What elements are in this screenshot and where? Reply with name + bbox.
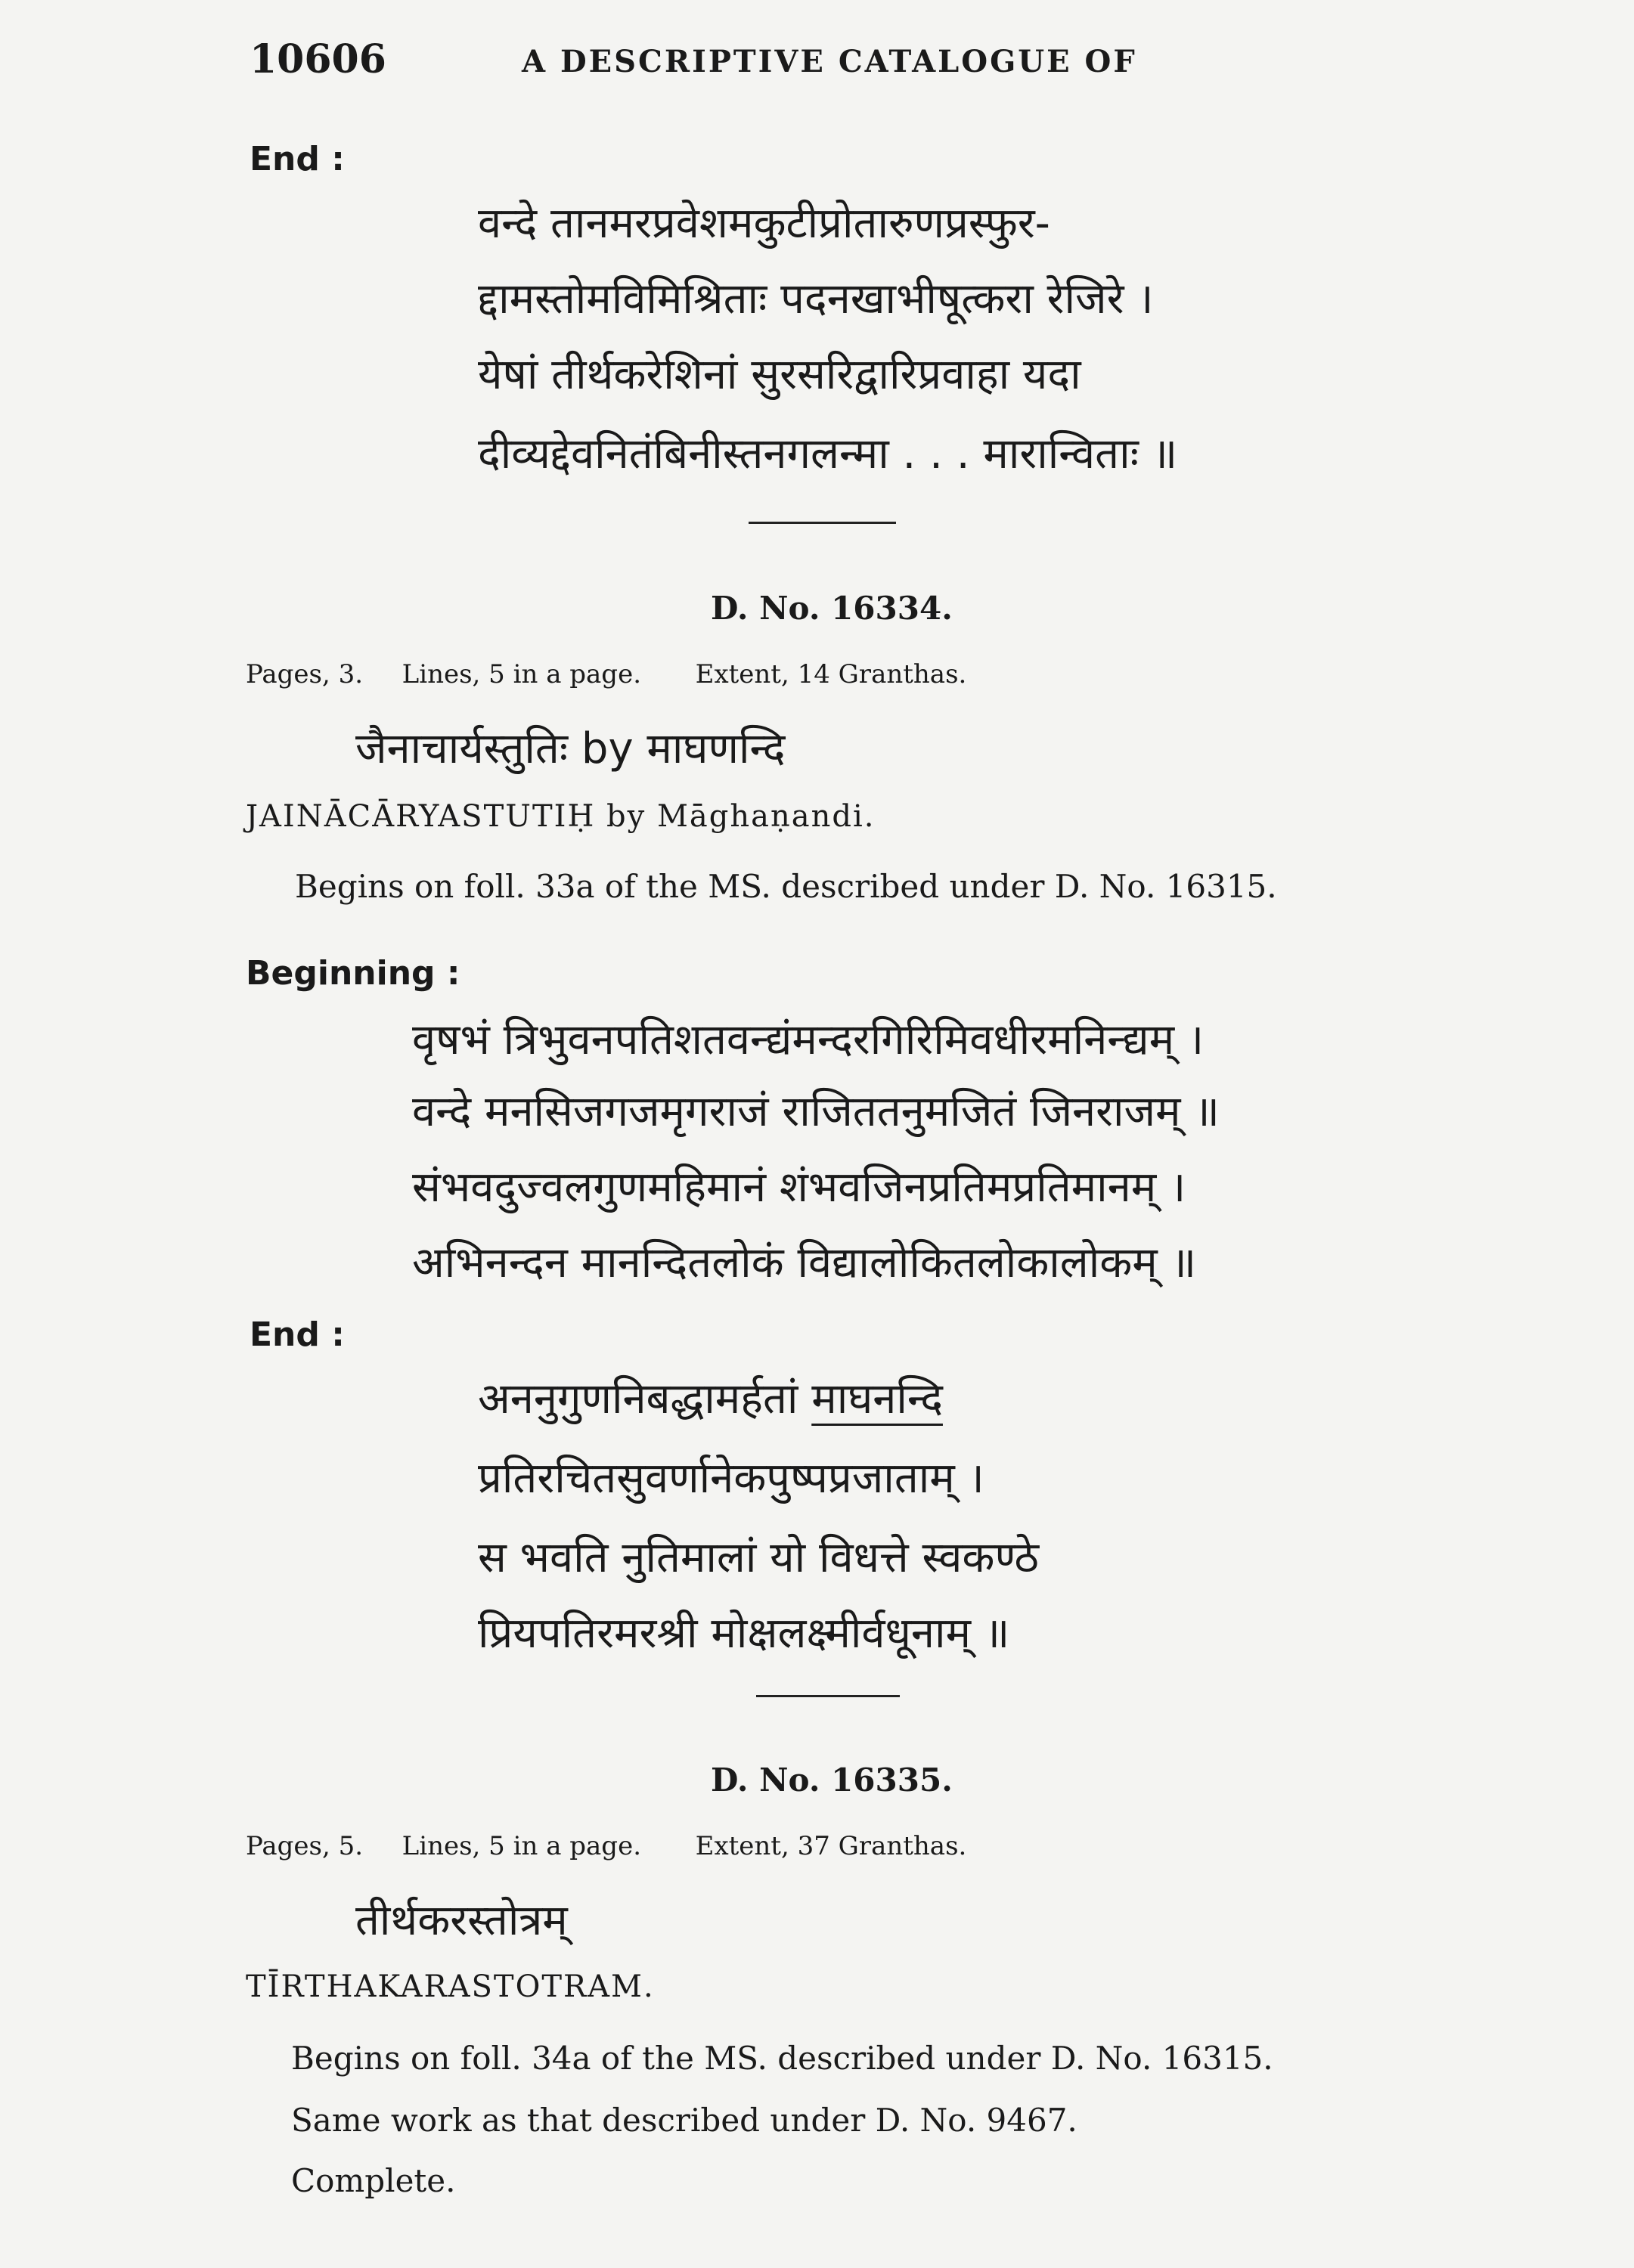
verse-line: स भवति नुतिमालां यो विधत्ते स्वकण्ठे (478, 1533, 1039, 1582)
end-label: End : (250, 1315, 345, 1354)
verse-line (478, 1368, 943, 1426)
page-number: 10606 (250, 36, 386, 82)
author-name-underlined: माघनन्दि (811, 1374, 943, 1424)
extent: Extent, 14 Granthas. (695, 659, 967, 689)
verse-line: द्दामस्तोमविमिश्रिताः पदनखाभीषूत्करा रेजिरे । (478, 274, 1154, 324)
title-romanized: TĪRTHAKARASTOTRAM. (246, 1969, 655, 2004)
entry-meta (246, 1831, 966, 1861)
begins-note: Begins on foll. 33a of the MS. described under D. No. 16315. (295, 868, 1277, 905)
verse-line: वृषभं त्रिभुवनपतिशतवन्द्यंमन्दरगिरिमिवधीरमनिन्द्यम् । (412, 1015, 1205, 1064)
verse-line: अभिनन्दन मानन्दितलोकं विद्यालोकितलोकालोकम् ॥ (412, 1238, 1197, 1287)
verse-text: अननुगुणनिबद्धामर्हतां (478, 1374, 812, 1424)
entry-number: D. No. 16334. (711, 590, 953, 627)
title-devanagari: तीर्थकरस्तोत्रम् (355, 1896, 568, 1945)
pages-count: Pages, 3. (246, 659, 364, 689)
verse-line: वन्दे मनसिजगजमृगराजं राजिततनुमजितं जिनराजम् ॥ (412, 1087, 1220, 1136)
verse-line: संभवदुज्वलगुणमहिमानं शंभवजिनप्रतिमप्रतिमानम् । (412, 1163, 1186, 1212)
begins-note: Begins on foll. 34a of the MS. described under D. No. 16315. (291, 2040, 1273, 2077)
verse-line: प्रियपतिरमरश्री मोक्षलक्ष्मीर्वधूनाम् ॥ (478, 1609, 1010, 1658)
section-divider (756, 1695, 900, 1697)
verse-line: येषां तीर्थकरेशिनां सुरसरिद्वारिप्रवाहा यदा (478, 350, 1081, 399)
verse-line: वन्दे तानमरप्रवेशमकुटीप्रोतारुणप्रस्फुर- (478, 199, 1050, 248)
complete-note: Complete. (291, 2162, 456, 2199)
lines-count: Lines, 5 in a page. (402, 659, 641, 689)
title-romanized: JAINĀCĀRYASTUTIḤ by Māghaṇandi. (246, 799, 876, 834)
lines-count: Lines, 5 in a page. (402, 1831, 641, 1861)
running-title: A DESCRIPTIVE CATALOGUE OF (522, 44, 1137, 79)
entry-meta (246, 659, 966, 689)
entry-number: D. No. 16335. (711, 1761, 953, 1799)
end-label-top: End : (250, 140, 345, 178)
verse-line: दीव्यद्देवनितंबिनीस्तनगलन्मा . . . मारान्विताः ॥ (478, 429, 1178, 479)
beginning-label: Beginning : (246, 954, 460, 993)
same-work-note: Same work as that described under D. No. 9467. (291, 2102, 1077, 2139)
pages-count: Pages, 5. (246, 1831, 364, 1861)
section-divider (749, 522, 896, 524)
title-devanagari: जैनाचार्यस्तुतिः by माघणन्दि (355, 724, 786, 773)
verse-line: प्रतिरचितसुवर्णानेकपुष्पप्रजाताम् । (478, 1454, 984, 1503)
extent: Extent, 37 Granthas. (695, 1831, 967, 1861)
